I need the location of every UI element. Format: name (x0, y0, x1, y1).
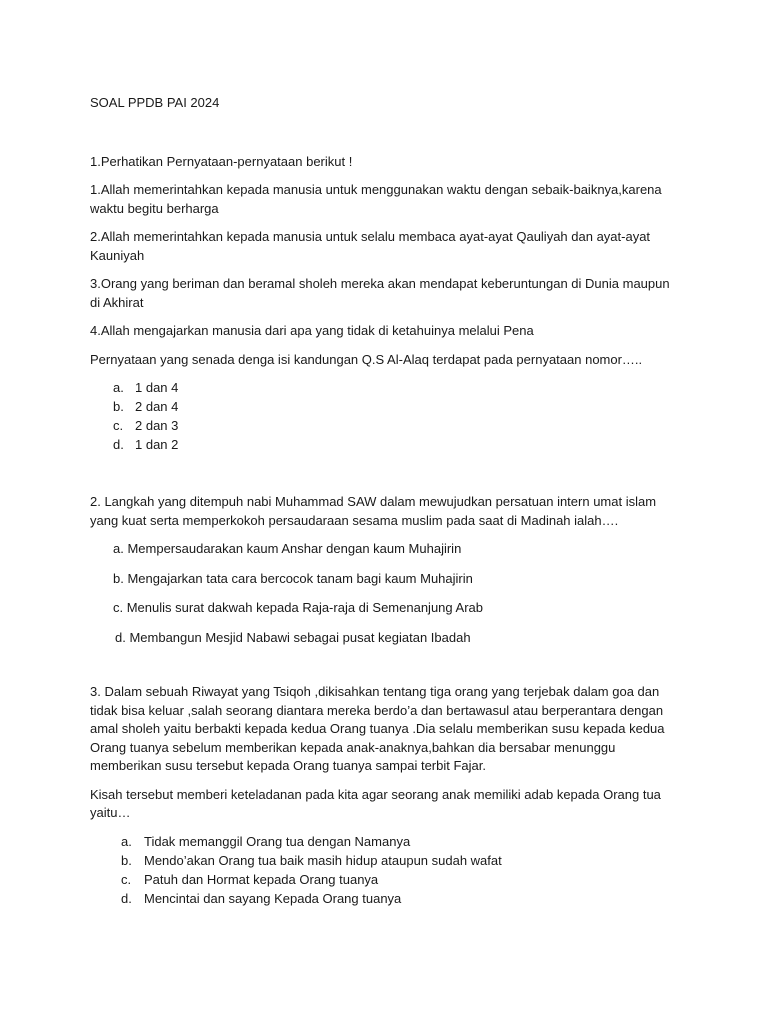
question-2-prompt: 2. Langkah yang ditempuh nabi Muhammad SAW dalam mewujudkan persatuan intern umat islam yang kuat serta memperkokoh persaudaraan sesama muslim pada saat di Madinah ialah…. (90, 494, 657, 528)
option-text: Tidak memanggil Orang tua dengan Namanya (144, 833, 411, 849)
question-2-option-b: b. Mengajarkan tata cara bercocok tanam bagi kaum Muhajirin (113, 570, 473, 586)
option-letter: c. (113, 418, 124, 433)
statement-2: 2.Allah memerintahkan kepada manusia untuk selalu membaca ayat-ayat Qauliyah dan ayat-ayat Kauniyah (90, 229, 651, 263)
question-2-option-d: d. Membangun Mesjid Nabawi sebagai pusat kegiatan Ibadah (115, 629, 471, 645)
question-3-options (121, 833, 682, 909)
statement-4: 4.Allah mengajarkan manusia dari apa yang tidak di ketahuinya melalui Pena (90, 323, 534, 338)
question-1-heading: 1.Perhatikan Pernyataan-pernyataan berikut ! (90, 153, 353, 169)
option-text: Mencintai dan sayang Kepada Orang tuanya (144, 890, 402, 906)
option-item (121, 852, 682, 871)
option-text: Patuh dan Hormat kepada Orang tuanya (144, 871, 379, 887)
question-2-option-a: a. Mempersaudarakan kaum Anshar dengan kaum Muhajirin (113, 541, 462, 556)
option-item (113, 379, 682, 398)
option-letter: a. (113, 380, 124, 395)
option-item (121, 871, 682, 890)
option-item (113, 417, 682, 436)
option-text: Mendo’akan Orang tua baik masih hidup ataupun sudah wafat (144, 852, 502, 868)
document-page (90, 94, 682, 909)
option-item (113, 398, 682, 417)
option-letter: d. (113, 437, 124, 452)
option-letter: b. (121, 852, 132, 868)
option-letter: a. (121, 833, 132, 849)
question-1-options (113, 379, 682, 455)
statement-1: 1.Allah memerintahkan kepada manusia untuk menggunakan waktu dengan sebaik-baiknya,karena waktu begitu berharga (90, 182, 662, 216)
option-item (113, 436, 682, 455)
option-text: 1 dan 2 (135, 437, 179, 452)
question-2-option-c: c. Menulis surat dakwah kepada Raja-raja di Semenanjung Arab (113, 600, 483, 615)
option-letter: b. (113, 399, 124, 414)
question-3-story: 3. Dalam sebuah Riwayat yang Tsiqoh ,dikisahkan tentang tiga orang yang terjebak dalam goa dan tidak bisa keluar ,salah seorang diantara mereka berdo’a dan bertawasul atau berperantara dengan amal sholeh yaitu berbakti kepada kedua Orang tuanya .Dia selalu memberikan susu kepada kedua Orang tuanya sebelum memberikan kepada anak-anaknya,bahkan dia bersabar menunggu memberikan susu tersebut kepada Orang tuanya sampai terbit Fajar. (90, 684, 665, 773)
option-letter: c. (121, 871, 132, 887)
option-text: 2 dan 3 (135, 418, 179, 433)
option-text: 2 dan 4 (135, 399, 179, 414)
option-letter: d. (121, 890, 132, 906)
statement-3: 3.Orang yang beriman dan beramal sholeh mereka akan mendapat keberuntungan di Dunia maupun di Akhirat (90, 276, 670, 310)
question-2 (90, 493, 682, 647)
question-3-prompt: Kisah tersebut memberi keteladanan pada kita agar seorang anak memiliki adab kepada Orang tua yaitu… (90, 786, 661, 820)
option-item (121, 833, 682, 852)
option-text: 1 dan 4 (135, 380, 179, 395)
option-item (121, 890, 682, 909)
question-1 (90, 153, 682, 456)
question-3 (90, 683, 682, 909)
document-title: SOAL PPDB PAI 2024 (90, 95, 220, 110)
question-1-prompt: Pernyataan yang senada denga isi kandungan Q.S Al-Alaq terdapat pada pernyataan nomor….. (90, 351, 643, 367)
